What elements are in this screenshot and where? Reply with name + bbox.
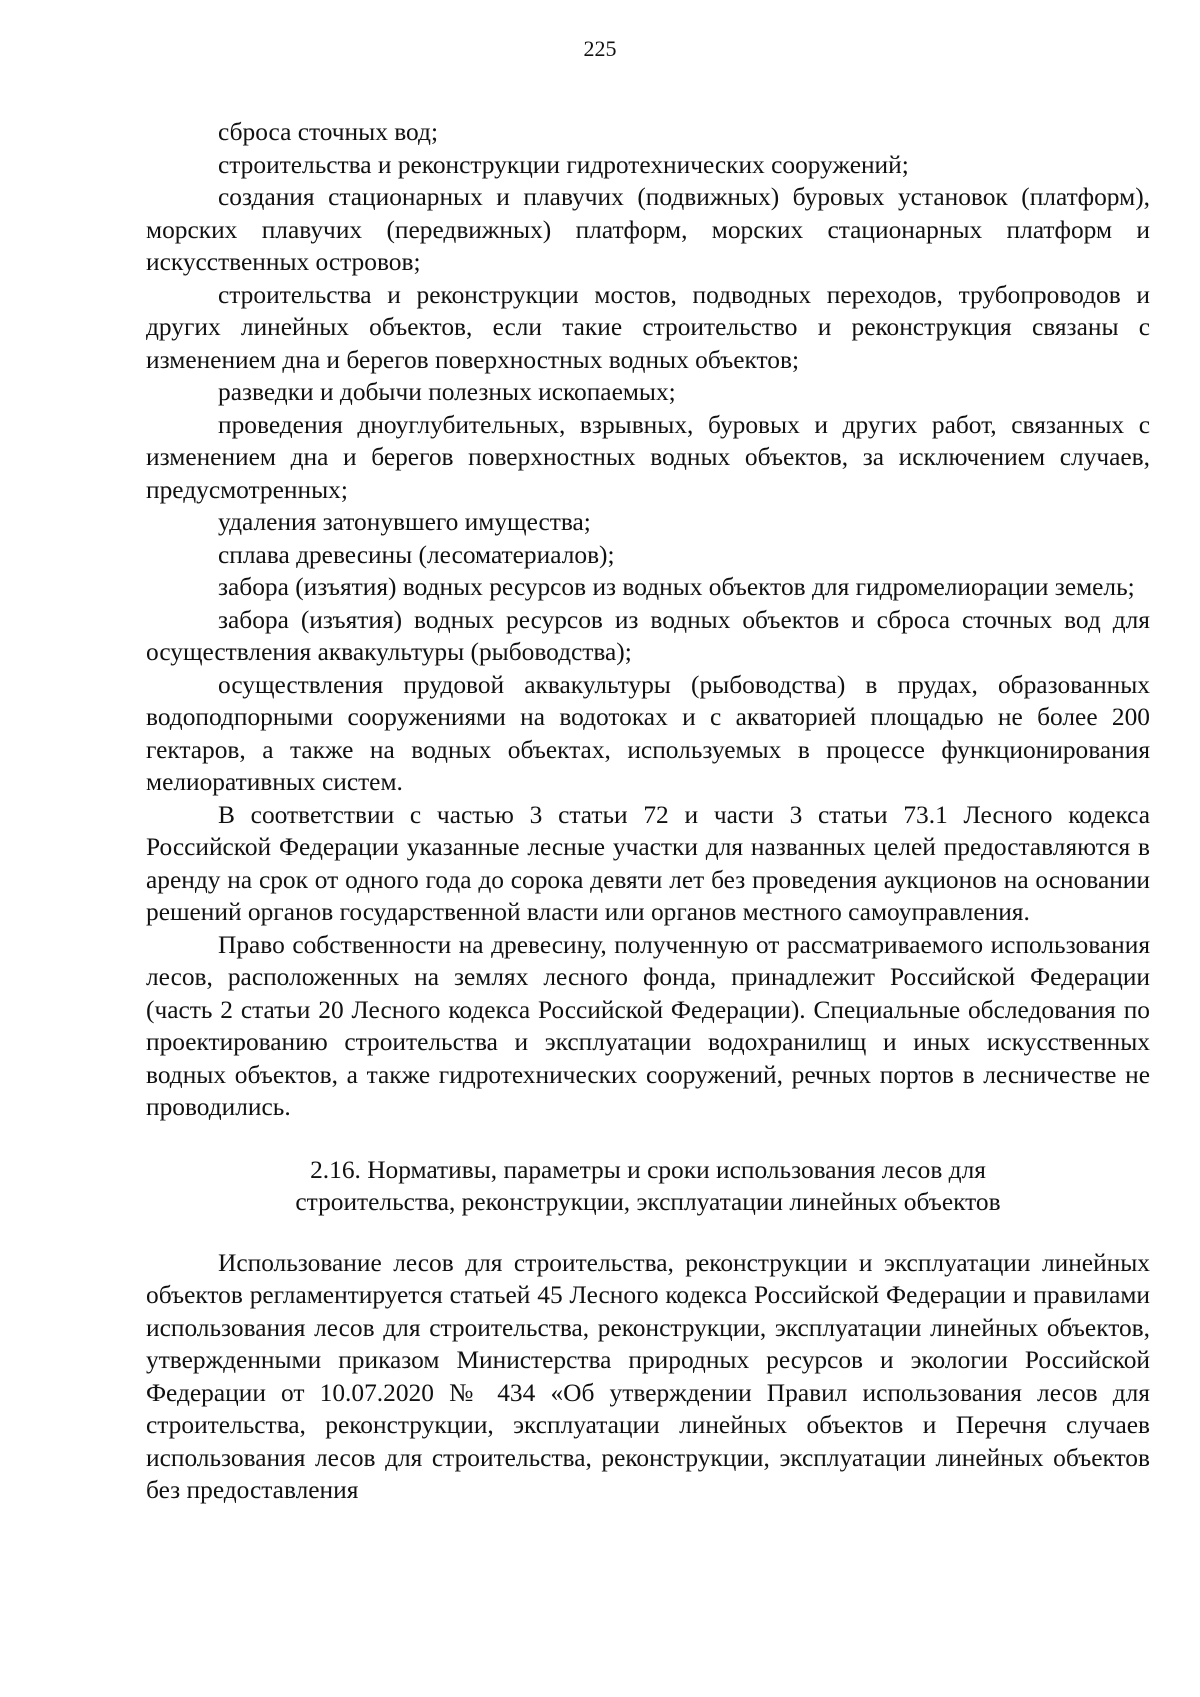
paragraph: строительства и реконструкции мостов, подводных переходов, трубопроводов и других линейных объектов, если такие строительство и реконструкция связаны с изменением дна и берегов поверхностных водных объектов; [146,280,1150,374]
paragraph: удаления затонувшего имущества; [218,508,591,536]
page-number: 225 [583,36,617,61]
paragraph: осуществления прудовой аквакультуры (рыбоводства) в прудах, образованных водоподпорными сооружениями на водотоках и с акваторией площадью не более 200 гектаров, а также на водных объектах, используемых в процессе функционирования мелиоративных систем. [146,670,1150,796]
paragraph: разведки и добычи полезных ископаемых; [218,378,676,406]
paragraph: Использование лесов для строительства, реконструкции и эксплуатации линейных объектов регламентируется статьей 45 Лесного кодекса Российской Федерации и правилами использования лесов для строительства, реконструкции, эксплуатации линейных объектов, утвержденными приказом Министерства природных ресурсов и экологии Российской Федерации от 10.07.2020 № 434 «Об утверждении Правил использования лесов для строительства, реконструкции, эксплуатации линейных объектов и Перечня случаев использования лесов для строительства, реконструкции, эксплуатации линейных объектов без предоставления [146,1248,1150,1504]
paragraph: сброса сточных вод; [218,118,438,146]
paragraph: сплава древесины (лесоматериалов); [218,540,615,569]
paragraph: Право собственности на древесину, полученную от рассматриваемого использования лесов, расположенных на землях лесного фонда, принадлежит Российской Федерации (часть 2 статьи 20 Лесного кодекса Российской Федерации). Специальные обследования по проектированию строительства и эксплуатации водохранилищ и иных искусственных водных объектов, а также гидротехнических сооружений, речных портов в лесничестве не проводились. [146,930,1150,1121]
paragraph: забора (изъятия) водных ресурсов из водных объектов для гидромелиорации земель; [218,573,1135,601]
paragraph: В соответствии с частью 3 статьи 72 и части 3 статьи 73.1 Лесного кодекса Российской Федерации указанные лесные участки для названных целей предоставляются в аренду на срок от одного года до сорока девяти лет без проведения аукционов на основании решений органов государственной власти или органов местного самоуправления. [146,800,1150,926]
paragraph: строительства и реконструкции гидротехнических сооружений; [218,150,909,179]
section-heading [146,1154,1150,1219]
section-heading-line: строительства, реконструкции, эксплуатации линейных объектов [295,1188,1001,1216]
paragraph: забора (изъятия) водных ресурсов из водных объектов и сброса сточных вод для осуществления аквакультуры (рыбоводства); [146,605,1150,666]
document-body [146,116,1150,1507]
paragraph: проведения дноуглубительных, взрывных, буровых и других работ, связанных с изменением дна и берегов поверхностных водных объектов, за исключением случаев, предусмотренных; [146,410,1150,504]
section-heading-line: 2.16. Нормативы, параметры и сроки использования лесов для [310,1155,986,1184]
paragraph: создания стационарных и плавучих (подвижных) буровых установок (платформ), морских плавучих (передвижных) платформ, морских стационарных платформ и искусственных островов; [146,183,1150,276]
